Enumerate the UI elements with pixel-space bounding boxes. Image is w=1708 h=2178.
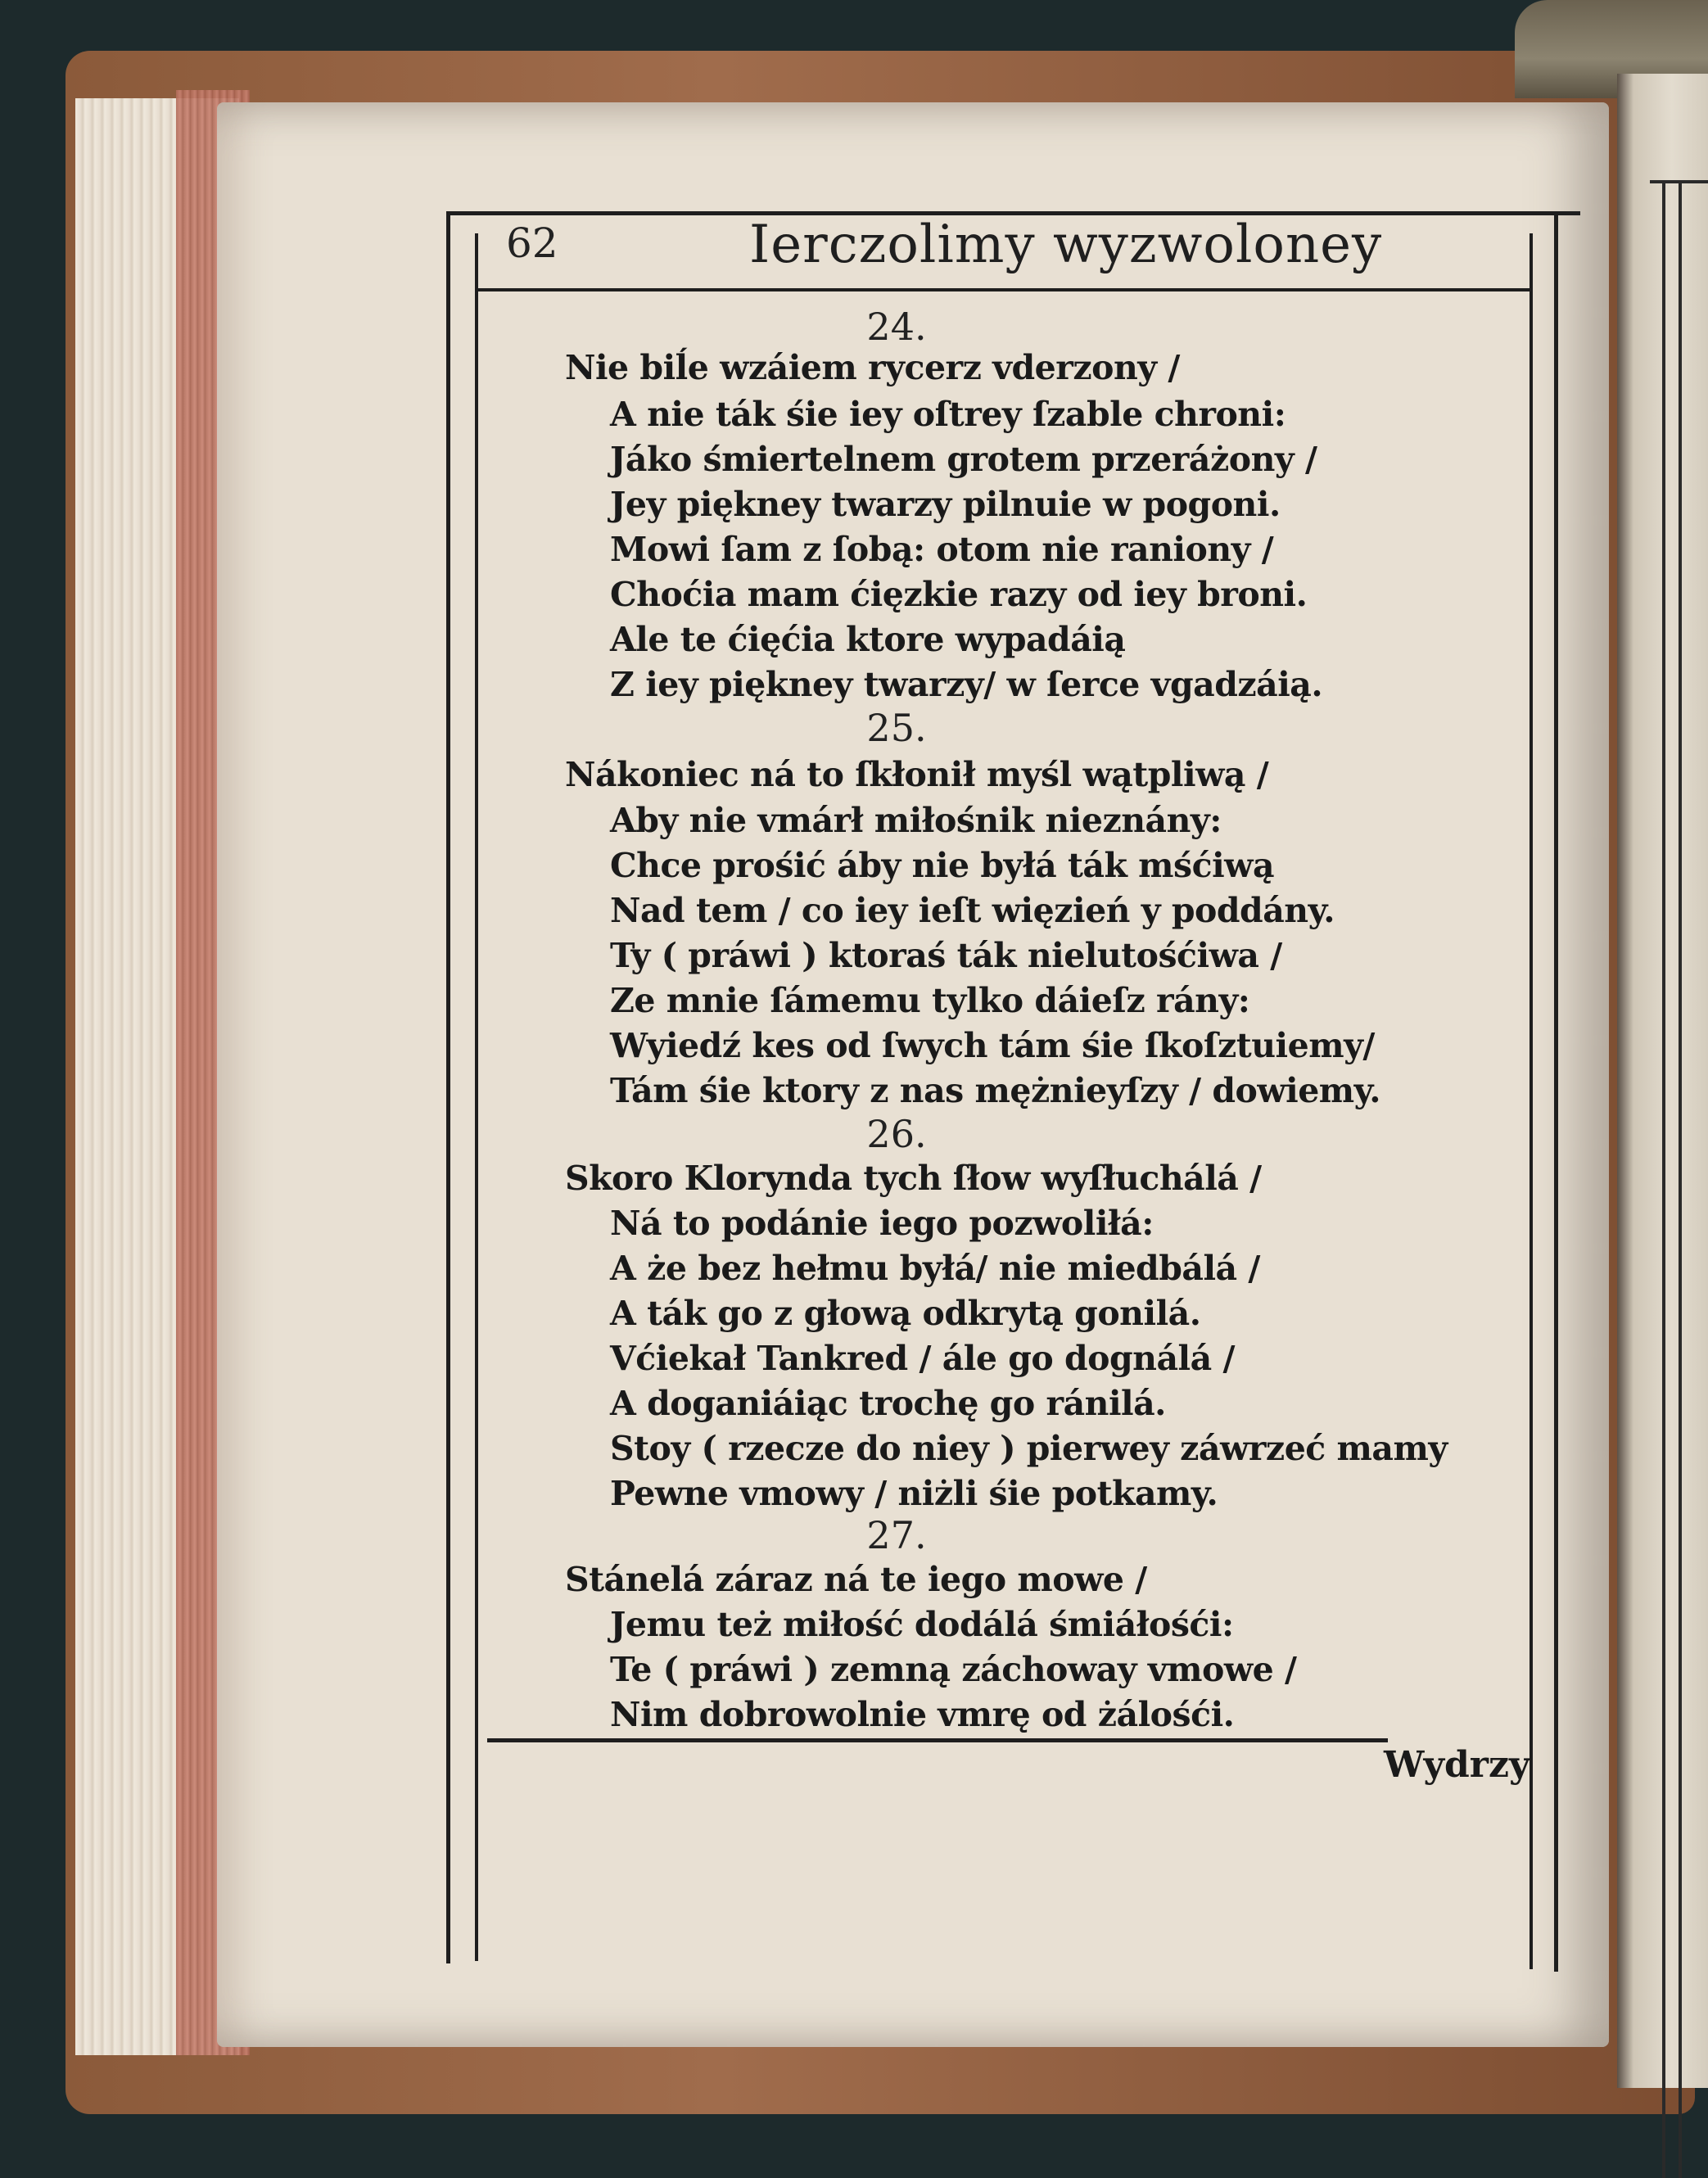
verse-line: Stoy ( rzecze do niey ) pierwey záwrzeć mamy <box>610 1429 1448 1468</box>
running-title: Ierczolimy wyzwoloney <box>749 215 1383 275</box>
verse-line: Nad tem / co iey ieſt więzień y poddány. <box>610 891 1335 930</box>
verse-line: Mowi ſam z ſobą: otom nie raniony / <box>610 530 1274 569</box>
verse-line: Ale te ćięćia ktore wypadáią <box>610 620 1126 659</box>
verse-line: Vćiekał Tankred / ále go dognálá / <box>610 1339 1235 1378</box>
stanza-number: 27. <box>866 1513 927 1557</box>
verse-line: A nie ták śie iey oſtrey ſzable chroni: <box>610 395 1286 434</box>
facing-page-edge <box>1617 74 1708 2088</box>
verse-line: Nie biĺe wzáiem rycerz vderzony / <box>565 348 1180 387</box>
frame-left-inner <box>475 233 478 1961</box>
verse-line: Nákoniec ná to ſkłonił myśl wątpliwą / <box>565 755 1269 794</box>
verse-line: Aby nie vmárł miłośnik nieznány: <box>610 801 1222 840</box>
verse-line: Te ( práwi ) zemną záchoway vmowe / <box>610 1650 1297 1689</box>
stanza-number: 24. <box>866 305 927 349</box>
verse-line: Jemu też miłość dodálá śmiáłośći: <box>610 1605 1234 1644</box>
header-underline <box>475 288 1531 291</box>
stanza-number: 25. <box>866 706 927 750</box>
frame-left-outer <box>446 211 450 1963</box>
verse-line: Stánelá záraz ná te iego mowe / <box>565 1560 1147 1599</box>
verse-line: Choćia mam ćięzkie razy od iey broni. <box>610 575 1308 614</box>
verse-line: Ty ( práwi ) ktoraś ták nielutośćiwa / <box>610 936 1282 975</box>
catchword: Wydrzy <box>1384 1744 1530 1786</box>
verse-line: Skoro Klorynda tych ſłow wyſłuchálá / <box>565 1159 1262 1198</box>
verse-line: Ze mnie ſámemu tylko dáieſz rány: <box>610 981 1250 1020</box>
verse-line: Nim dobrowolnie vmrę od żálośći. <box>610 1695 1235 1734</box>
verse-line: A doganiáiąc trochę go ránilá. <box>610 1384 1166 1423</box>
page-number: 62 <box>506 219 558 267</box>
text-bottom-rule <box>487 1738 1388 1742</box>
verse-line: Jáko śmiertelnem grotem przeráżony / <box>610 440 1317 479</box>
verse-line: Wyiedź kes od ſwych tám śie ſkoſztuiemy/ <box>610 1026 1375 1065</box>
frame-right-outer <box>1554 211 1558 1972</box>
verse-line: Ná to podánie iego pozwoliłá: <box>610 1204 1154 1243</box>
verse-line: A że bez hełmu byłá/ nie miedbálá / <box>610 1249 1260 1288</box>
verse-line: Chce prośić áby nie byłá ták mśćiwą <box>610 846 1275 885</box>
verse-line: A ták go z głową odkrytą gonilá. <box>610 1294 1201 1333</box>
stanza-number: 26. <box>866 1112 927 1156</box>
verse-line: Tám śie ktory z nas mężnieyſzy / dowiemy. <box>610 1071 1381 1110</box>
verse-line: Z iey piękney twarzy/ w ſerce vgadzáią. <box>610 665 1323 704</box>
verse-line: Jey piękney twarzy pilnuie w pogoni. <box>610 485 1281 524</box>
verse-line: Pewne vmowy / niżli śie potkamy. <box>610 1474 1218 1513</box>
frame-right-inner <box>1530 233 1533 1969</box>
